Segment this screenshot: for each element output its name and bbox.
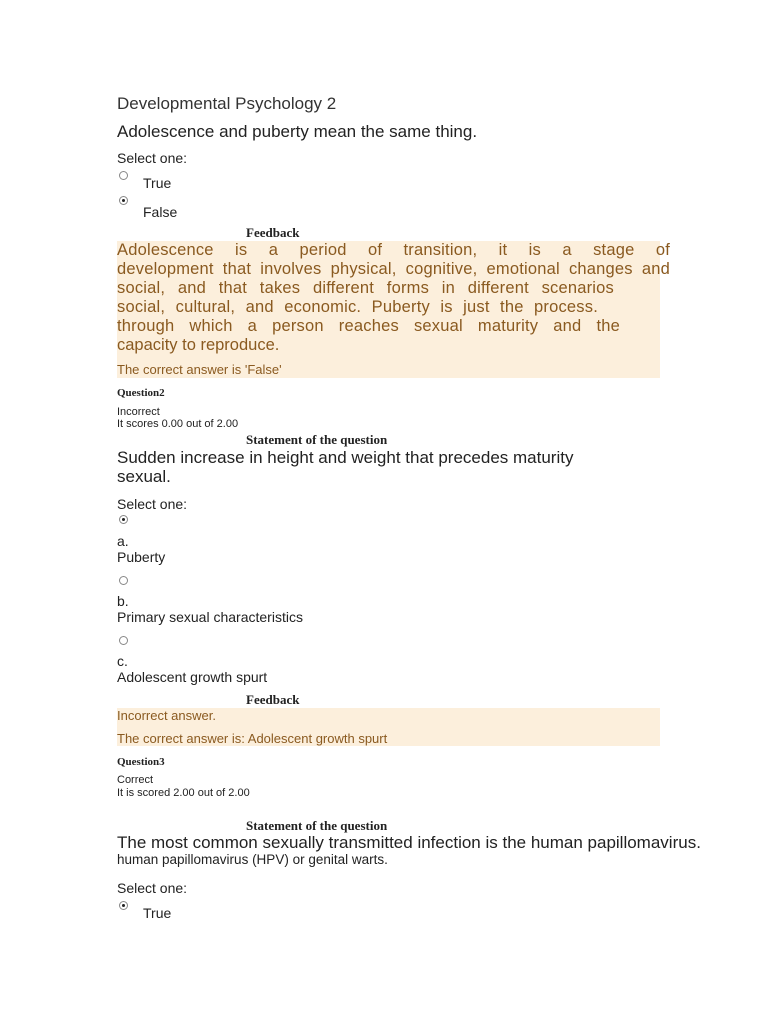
q3-question-text-line1: The most common sexually transmitted infection is the human papillomavirus. [117, 833, 701, 852]
q2-option-c-label: Adolescent growth spurt [117, 669, 268, 685]
q1-option-true-label: True [143, 175, 172, 191]
q2-option-a-label: Puberty [117, 549, 166, 565]
q1-correct-answer: The correct answer is 'False' [117, 362, 282, 377]
q3-number: Question3 [117, 756, 165, 768]
q3-score: It is scored 2.00 out of 2.00 [117, 787, 250, 799]
q1-option-false-label: False [143, 204, 178, 220]
q1-feedback-line: development that involves physical, cognitive, emotional changes and [117, 260, 670, 278]
q2-question-text-line2: sexual. [117, 467, 171, 486]
q1-feedback-line: capacity to reproduce. [117, 336, 280, 354]
q2-option-c-letter: c. [117, 653, 128, 669]
q3-radio-true[interactable] [119, 901, 128, 910]
q2-statement-heading: Statement of the question [246, 432, 388, 447]
q2-correct-answer: The correct answer is: Adolescent growth spurt [117, 731, 388, 746]
q2-option-b-letter: b. [117, 593, 129, 609]
q2-select-label: Select one: [117, 496, 188, 512]
q1-select-label: Select one: [117, 150, 188, 166]
q3-select-label: Select one: [117, 880, 188, 896]
q3-statement-heading: Statement of the question [246, 818, 388, 833]
q2-radio-c[interactable] [119, 636, 128, 645]
document-title: Developmental Psychology 2 [117, 94, 337, 113]
q1-radio-true[interactable] [119, 171, 128, 180]
q2-feedback-incorrect: Incorrect answer. [117, 708, 216, 723]
q1-feedback-line: social, cultural, and economic. Puberty is just the process. [117, 298, 598, 316]
q3-status: Correct [117, 774, 154, 786]
q1-feedback-line: Adolescence is a period of transition, it is a stage of [117, 241, 670, 259]
q3-option-true-label: True [143, 905, 172, 921]
q2-option-b-label: Primary sexual characteristics [117, 609, 303, 625]
q2-radio-b[interactable] [119, 576, 128, 585]
q2-number: Question2 [117, 387, 165, 399]
q2-score: It scores 0.00 out of 2.00 [117, 418, 239, 430]
q2-option-a-letter: a. [117, 533, 129, 549]
q2-status: Incorrect [117, 406, 160, 418]
q1-feedback-line: through which a person reaches sexual maturity and the [117, 317, 620, 335]
q2-question-text-line1: Sudden increase in height and weight that precedes maturity [117, 448, 574, 467]
q3-question-text-line2: human papillomavirus (HPV) or genital warts. [117, 852, 388, 867]
q1-radio-false[interactable] [119, 196, 128, 205]
q1-feedback-line: social, and that takes different forms in different scenarios [117, 279, 614, 297]
q2-feedback-heading: Feedback [246, 692, 300, 707]
q1-feedback-heading: Feedback [246, 225, 300, 240]
q2-radio-a[interactable] [119, 515, 128, 524]
q1-question-text: Adolescence and puberty mean the same thing. [117, 122, 478, 141]
